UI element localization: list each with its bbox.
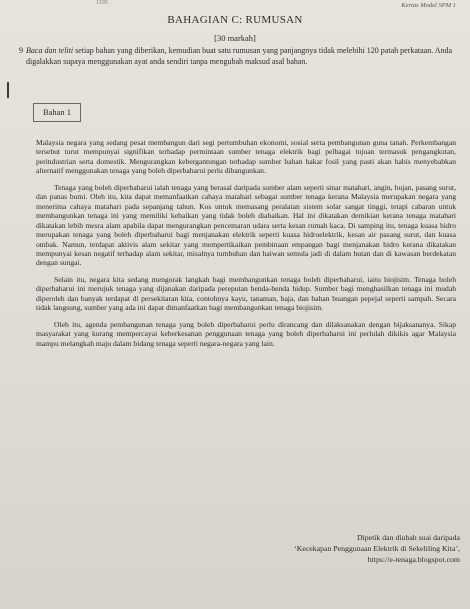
question-text-part1: Baca dan teliti <box>26 46 74 55</box>
page-top-mark: 1105 <box>96 0 108 6</box>
bahan-label: Bahan 1 <box>42 107 72 117</box>
source-citation <box>160 532 460 565</box>
question-instruction <box>19 46 462 67</box>
section-title: BAHAGIAN C: RUMUSAN <box>167 14 303 26</box>
paper-series-note: Kertas Model SPM 1 <box>401 2 456 9</box>
margin-mark <box>7 82 9 98</box>
passage-paragraph-1: Malaysia negara yang sedang pesat membangun dari segi pertumbuhan ekonomi, sosial serta pembangunan guna tanah. Perkembangan tersebut turut mempunyai signifikan terhadap permintaan sumber tenaga elektrik bagi pelbagai tujuan termasuk pengangkutan, perindustrian serta domestik. Mengurangkan kebergantungan terhadap sumber bahan bakar fosil yang pasti akan habis menyebabkan alternatif menggunakan tenaga yang boleh diperbaharui perlu dibangunkan. <box>36 138 456 176</box>
question-text-part2: setiap bahan yang diberikan, kemudian buat satu rumusan yang panjangnya tidak melebihi 120 patah perkataan. Anda digalakkan supaya menggunakan ayat anda sendiri tanpa mengubah maksud asal bahan. <box>26 46 453 66</box>
source-line-3: https://e-tenaga.blogspot.com <box>367 555 460 564</box>
passage-paragraph-4: Oleh itu, agenda pembangunan tenaga yang boleh diperbaharui perlu dirancang dan dilaksanakan dengan bijaksananya. Sikap masyarakat yang kurang mempercayai keberkesanan penggunaan tenaga yang boleh diperbaharui ini perlulah dikikis agar Malaysia mampu melangkah maju dalam bidang tenaga seperti negara-negara yang lain. <box>36 319 456 348</box>
passage-body <box>36 138 456 355</box>
question-number: 9 <box>19 46 23 55</box>
section-marks: [30 markah] <box>214 33 256 43</box>
passage-paragraph-2: Tenaga yang boleh diperbaharui ialah tenaga yang berasal daripada sumber alam seperti sinar matahari, angin, hujan, pasang surut, dan panas bumi. Oleh itu, kita dapat memanfaatkan cahaya matahari sebagai sumber tenaga kerana Malaysia merupakan negara yang menerima cahaya matahari pada sepanjang tahun. Kos untuk memasang peralatan sistem solar sangat tinggi, tetapi cabaran untuk membangunkan tenaga ini yang memiliki kebaikan yang tidak boleh diabaikan. Hal ini dikatakan demikian kerana tenaga matahari dikatakan lebih mesra alam apabila dapat mengurangkan pencemaran udara serta kesan rumah kaca. Di samping itu, tenaga kuasa hidro merupakan tenaga yang boleh diperbaharui bagi menjanakan elektrik seperti kuasa hidroelektrik, kesan air pasang surut, dan kuasa ombak. Namun, terdapat aktivis alam sekitar yang mempertikaikan pembinaan empangan bagi menjanakan hidro kerana dikatakan mempunyai kesan negatif terhadap alam sekitar, misalnya tumbuhan dan haiwan semula jadi di dalam hutan dan di kawasan berdekatan dengan sungai. <box>36 182 456 268</box>
source-line-2: ‘Kecekapan Penggunaan Elektrik di Sekeliling Kita’, <box>294 544 460 553</box>
passage-paragraph-3: Selain itu, negara kita sedang mengorak langkah bagi membangunkan tenaga boleh diperbaharui, iaitu biojisim. Tenaga boleh diperbaharui ini merujuk tenaga yang dijanakan daripada pereputan benda-benda hidup. Sumber bagi menghasilkan tenaga ini mudah diperoleh dan banyak terdapat di persekitaran kita, contohnya kayu, tanaman, baja, dan bahan buangan pepejal seperti sampah. Secara tidak langsung, sumber yang ada ini dapat dimanfaatkan bagi membangunkan tenaga biojisim. <box>36 274 456 313</box>
bahan-label-box <box>33 103 81 122</box>
source-line-1: Dipetik dan diubah suai daripada <box>356 533 460 542</box>
